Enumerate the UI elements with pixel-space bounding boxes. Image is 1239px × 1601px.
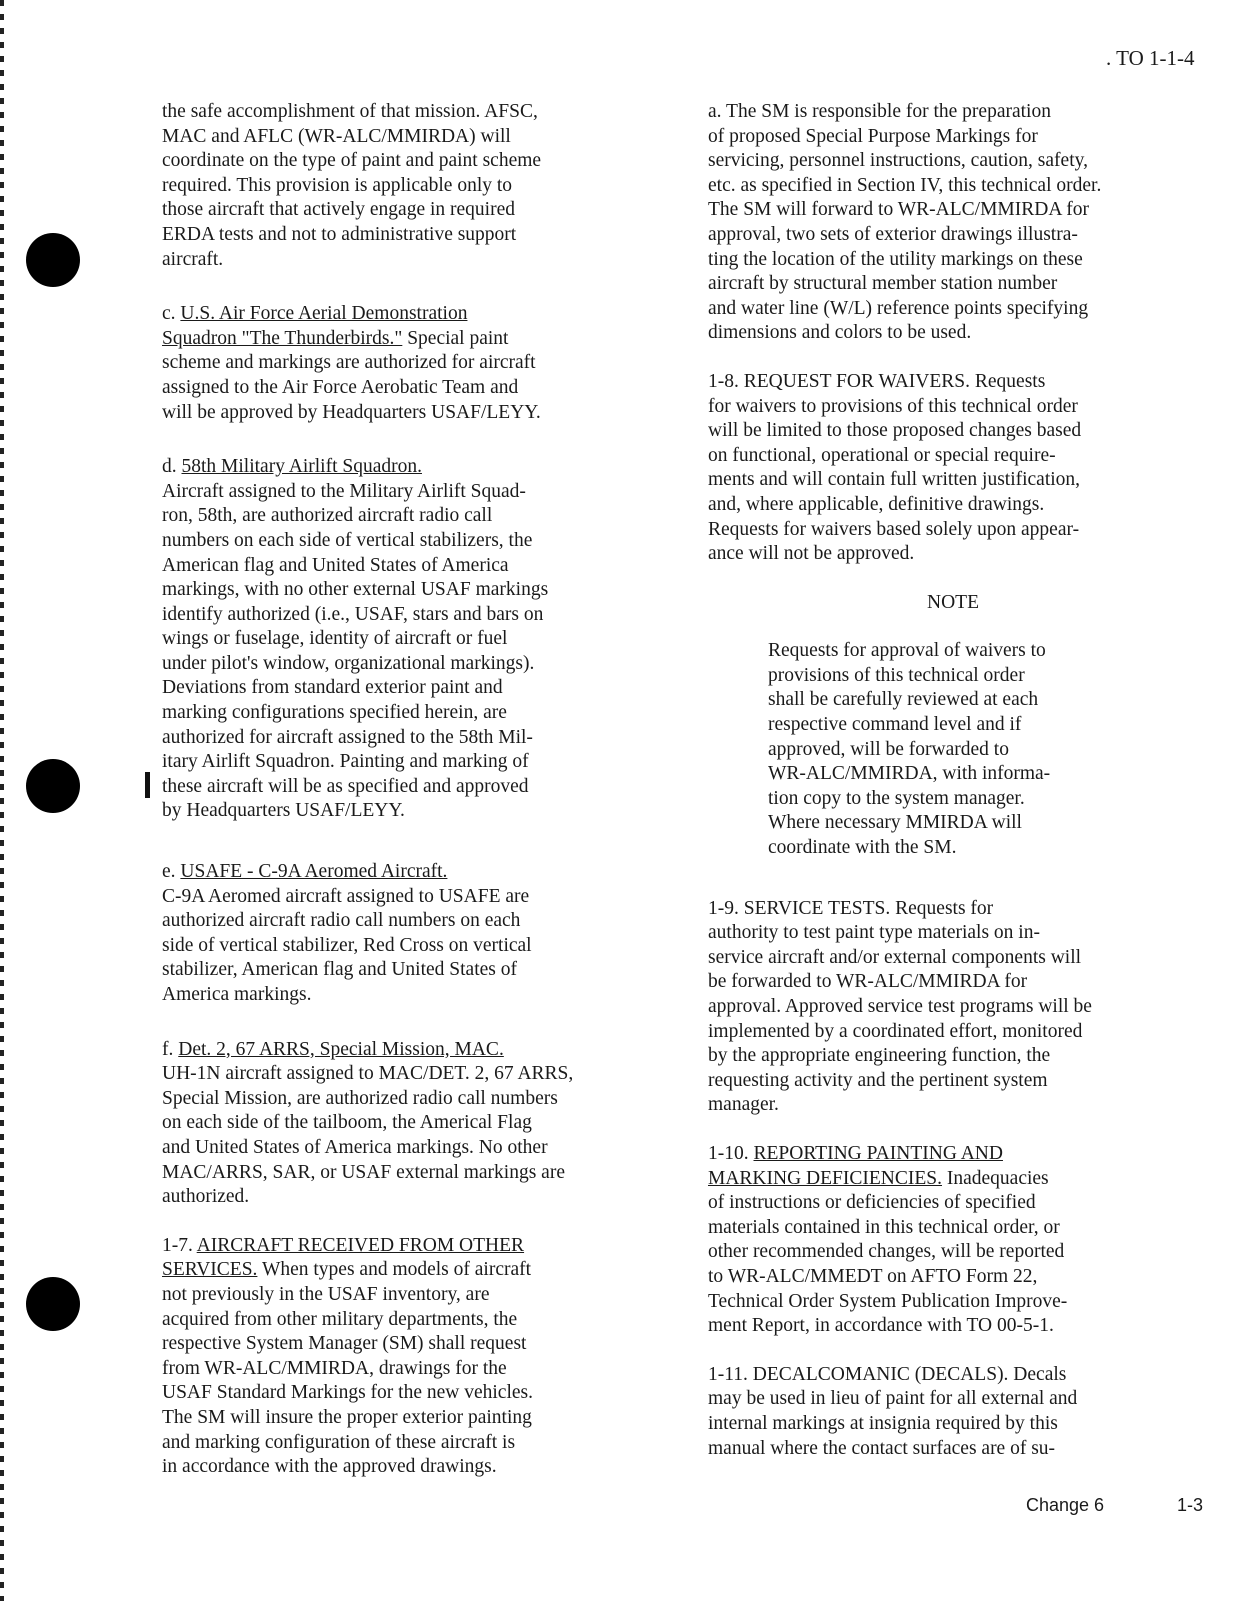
binder-hole-top	[26, 233, 80, 287]
heading-det2-67-arrs: Det. 2, 67 ARRS, Special Mission, MAC.	[178, 1038, 504, 1060]
heading-thunderbirds: U.S. Air Force Aerial Demonstration Squadron "The Thunderbirds."	[162, 303, 468, 349]
binder-hole-middle	[26, 759, 80, 813]
paragraph-a: a. The SM is responsible for the preparation of proposed Special Purpose Markings for servicing, personnel instructions, caution, safety, etc. as specified in Section IV, this technical order. The SM will forward to WR-ALC/MMIRDA for approval, two sets of exterior drawings illustra- ting the location of the utility markings on these aircraft by structural member station number and water line (W/L) reference points specifying dimensions and colors to be used.	[708, 101, 1102, 344]
left-column	[162, 100, 662, 1480]
paragraph-mission: the safe accomplishment of that mission. AFSC, MAC and AFLC (WR-ALC/MMIRDA) will coordinate on the type of paint and paint scheme required. This provision is applicable only to those aircraft that actively engage in required ERDA tests and not to administrative support aircraft.	[162, 101, 542, 270]
footer-change: Change 6	[1026, 1495, 1105, 1515]
paragraph-e: e. USAFE - C-9A Aeromed Aircraft. C-9A Aeromed aircraft assigned to USAFE are authorized aircraft radio call numbers on each side of vertical stabilizer, Red Cross on vertical stabilizer, American flag and United States of America markings.	[162, 861, 532, 1005]
binder-hole-bottom	[26, 1277, 80, 1331]
heading-reporting-deficiencies: REPORTING PAINTING AND MARKING DEFICIENCIES.	[708, 1142, 1003, 1189]
heading-aircraft-received: AIRCRAFT RECEIVED FROM OTHER SERVICES.	[162, 1234, 525, 1281]
section-1-11: 1-11. DECALCOMANIC (DECALS). Decals may be used in lieu of paint for all external and internal markings at insignia required by this manual where the contact surfaces are of su-	[708, 1363, 1078, 1459]
page-number: 1-3	[1177, 1495, 1204, 1515]
heading-usafe-c9a: USAFE - C-9A Aeromed Aircraft.	[180, 861, 448, 883]
note-body: Requests for approval of waivers to provisions of this technical order shall be carefully reviewed at each respective command level and if approved, will be forwarded to WR-ALC/MMIRDA, with informa- tion copy to the system manager. Where necessary MMIRDA will coordinate with the SM.	[768, 640, 1051, 859]
paragraph-c: c. U.S. Air Force Aerial Demonstration Squadron "The Thunderbirds." Special paint scheme and markings are authorized for aircraft assigned to the Air Force Aerobatic Team and will be approved by Headquarters USAF/LEYY.	[162, 303, 541, 423]
document-id: . TO 1-1-4	[1106, 46, 1195, 70]
section-1-7: 1-7. AIRCRAFT RECEIVED FROM OTHER SERVICES. When types and models of aircraft not previously in the USAF inventory, are acquired from other military departments, the respective System Manager (SM) shall request from WR-ALC/MMIRDA, drawings for the USAF Standard Markings for the new vehicles. The SM will insure the proper exterior painting and marking configuration of these aircraft is in accordance with the approved drawings.	[162, 1234, 533, 1478]
scan-edge	[0, 0, 4, 1601]
note-heading: NOTE	[927, 591, 979, 613]
paragraph-d: d. 58th Military Airlift Squadron. Aircraft assigned to the Military Airlift Squad- ron, 58th, are authorized aircraft radio call numbers on each side of vertical stabilizers, the American flag and United States of America markings, with no other external USAF markings identify authorized (i.e., USAF, stars and bars on wings or fuselage, identity of aircraft or fuel under pilot's window, organizational markings). Deviations from standard exterior paint and marking configurations specified herein, are authorized for aircraft assigned to the 58th Mil- itary Airlift Squadron. Painting and marking of these aircraft will be as specified and approved by Headquarters USAF/LEYY.	[162, 456, 549, 822]
section-1-8: 1-8. REQUEST FOR WAIVERS. Requests for waivers to provisions of this technical order will be limited to those proposed changes based on functional, operational or special require- ments and will contain full written justification, and, where applicable, definitive drawings. Requests for waivers based solely upon appear- ance will not be approved.	[708, 370, 1082, 565]
paragraph-f: f. Det. 2, 67 ARRS, Special Mission, MAC. UH-1N aircraft assigned to MAC/DET. 2, 67 ARRS, Special Mission, are authorized radio call numbers on each side of the tailboom, the Americal Flag and United States of America markings. No other MAC/ARRS, SAR, or USAF external markings are authorized.	[162, 1038, 574, 1208]
right-column	[708, 100, 1198, 1461]
section-1-10: 1-10. REPORTING PAINTING AND MARKING DEFICIENCIES. Inadequacies of instructions or deficiencies of specified materials contained in this technical order, or other recommended changes, will be reported to WR-ALC/MMEDT on AFTO Form 22, Technical Order System Publication Improve- ment Report, in accordance with TO 00-5-1.	[708, 1142, 1068, 1337]
heading-58th-squadron: 58th Military Airlift Squadron.	[181, 456, 422, 478]
section-1-9: 1-9. SERVICE TESTS. Requests for authority to test paint type materials on in- service aircraft and/or external components will be forwarded to WR-ALC/MMIRDA for approval. Approved service test programs will be implemented by a coordinated effort, monitored by the appropriate engineering function, the requesting activity and the pertinent system manager.	[708, 897, 1092, 1116]
change-bar	[145, 772, 150, 798]
